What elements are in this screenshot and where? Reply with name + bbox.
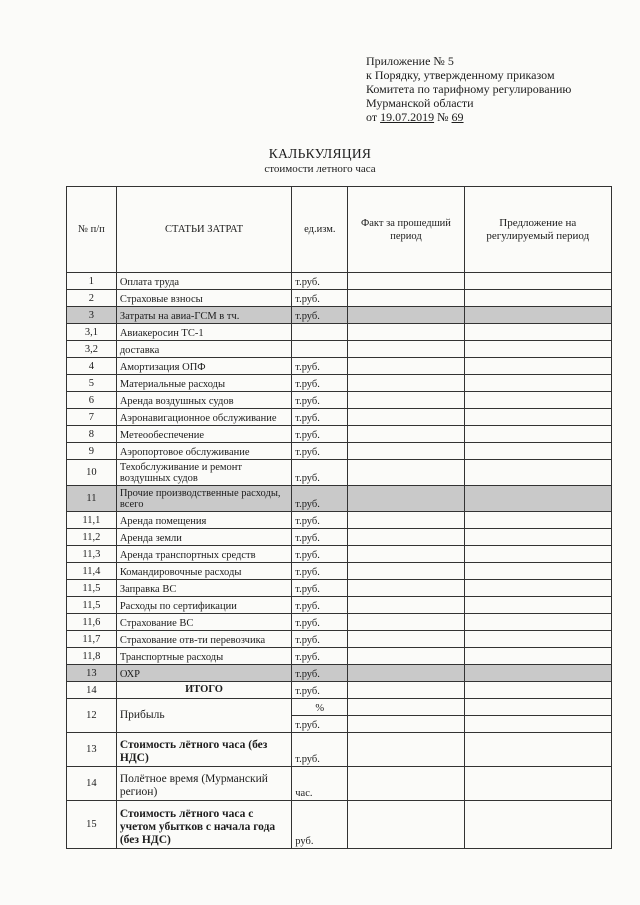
- total-label: ИТОГО: [116, 682, 291, 699]
- row-unit: т.руб.: [292, 273, 348, 290]
- table-row: [67, 563, 612, 580]
- proposal-cell[interactable]: [464, 580, 611, 597]
- table-row: [67, 665, 612, 682]
- proposal-cell[interactable]: [464, 699, 611, 716]
- fact-cell[interactable]: [348, 580, 464, 597]
- row-num: 8: [67, 426, 117, 443]
- table-row: [67, 614, 612, 631]
- row-num: 13: [67, 665, 117, 682]
- row-name: Полётное время (Мурманский регион): [116, 767, 291, 801]
- row-unit: т.руб.: [292, 580, 348, 597]
- row-unit: т.руб.: [292, 614, 348, 631]
- date-prefix: от: [366, 110, 381, 124]
- row-name: Аренда воздушных судов: [116, 392, 291, 409]
- proposal-cell[interactable]: [464, 648, 611, 665]
- row-num: 7: [67, 409, 117, 426]
- row-unit: т.руб.: [292, 392, 348, 409]
- row-num: 11,5: [67, 580, 117, 597]
- order-number: 69: [451, 110, 464, 124]
- fact-cell[interactable]: [348, 409, 464, 426]
- row-num: 15: [67, 801, 117, 849]
- table-row: [67, 375, 612, 392]
- row-name: Аэронавигационное обслуживание: [116, 409, 291, 426]
- row-num: 11,7: [67, 631, 117, 648]
- row-num: 11,6: [67, 614, 117, 631]
- proposal-cell[interactable]: [464, 733, 611, 767]
- proposal-cell[interactable]: [464, 392, 611, 409]
- row-name: Оплата труда: [116, 273, 291, 290]
- row-unit: т.руб.: [292, 665, 348, 682]
- row-unit: [292, 341, 348, 358]
- row-name: доставка: [116, 341, 291, 358]
- document-subtitle: стоимости летного часа: [264, 163, 376, 175]
- row-unit: %: [292, 699, 348, 716]
- proposal-cell[interactable]: [464, 307, 611, 324]
- row-unit: т.руб.: [292, 529, 348, 546]
- fact-cell[interactable]: [348, 597, 464, 614]
- proposal-cell[interactable]: [464, 512, 611, 529]
- row-name: Аренда земли: [116, 529, 291, 546]
- fact-cell[interactable]: [348, 341, 464, 358]
- proposal-cell[interactable]: [464, 682, 611, 699]
- proposal-cell[interactable]: [464, 409, 611, 426]
- row-name: Командировочные расходы: [116, 563, 291, 580]
- document-title: КАЛЬКУЛЯЦИЯ: [268, 146, 372, 161]
- table-row: [67, 801, 612, 849]
- row-unit: т.руб.: [292, 375, 348, 392]
- row-name: Стоимость лётного часа с учетом убытков с начала года (без НДС): [116, 801, 291, 849]
- row-num: 6: [67, 392, 117, 409]
- fact-cell[interactable]: [348, 486, 464, 512]
- row-name: Амортизация ОПФ: [116, 358, 291, 375]
- fact-cell[interactable]: [348, 392, 464, 409]
- fact-cell[interactable]: [348, 546, 464, 563]
- appendix-line-4: Мурманской области: [366, 96, 474, 110]
- cost-table: [66, 186, 612, 849]
- proposal-cell[interactable]: [464, 801, 611, 849]
- proposal-cell[interactable]: [464, 563, 611, 580]
- fact-cell[interactable]: [348, 375, 464, 392]
- row-name: Стоимость лётного часа (без НДС): [116, 733, 291, 767]
- row-name: Страховые взносы: [116, 290, 291, 307]
- table-row: [67, 307, 612, 324]
- proposal-cell[interactable]: [464, 716, 611, 733]
- row-name: Техобслуживание и ремонт воздушных судов: [116, 460, 291, 486]
- table-row: [67, 290, 612, 307]
- table-row: [67, 682, 612, 699]
- row-num: 11,8: [67, 648, 117, 665]
- table-row: [67, 443, 612, 460]
- row-unit: руб.: [292, 801, 348, 849]
- proposal-cell[interactable]: [464, 486, 611, 512]
- proposal-cell[interactable]: [464, 273, 611, 290]
- row-num: 11: [67, 486, 117, 512]
- proposal-cell[interactable]: [464, 426, 611, 443]
- number-prefix: №: [434, 110, 452, 124]
- row-unit: т.руб.: [292, 460, 348, 486]
- row-unit: т.руб.: [292, 733, 348, 767]
- proposal-cell[interactable]: [464, 767, 611, 801]
- row-num: 9: [67, 443, 117, 460]
- table-row: [67, 648, 612, 665]
- proposal-cell[interactable]: [464, 631, 611, 648]
- row-unit: [292, 324, 348, 341]
- row-name: ОХР: [116, 665, 291, 682]
- row-unit: т.руб.: [292, 486, 348, 512]
- fact-cell[interactable]: [348, 358, 464, 375]
- table-row: [67, 392, 612, 409]
- proposal-cell[interactable]: [464, 443, 611, 460]
- table-row: [67, 546, 612, 563]
- table-row: [67, 699, 612, 716]
- order-date: 19.07.2019: [380, 110, 435, 124]
- table-header-row: [67, 187, 612, 273]
- row-num: 3,2: [67, 341, 117, 358]
- fact-cell[interactable]: [348, 460, 464, 486]
- row-unit: т.руб.: [292, 682, 348, 699]
- fact-cell[interactable]: [348, 733, 464, 767]
- table-row: [67, 486, 612, 512]
- row-num: 11,1: [67, 512, 117, 529]
- appendix-header: [366, 54, 636, 124]
- row-name: Транспортные расходы: [116, 648, 291, 665]
- row-name: Материальные расходы: [116, 375, 291, 392]
- row-num: 14: [67, 682, 117, 699]
- row-name: Страхование отв-ти перевозчика: [116, 631, 291, 648]
- row-num: 11,5: [67, 597, 117, 614]
- fact-cell[interactable]: [348, 699, 464, 716]
- row-unit: т.руб.: [292, 290, 348, 307]
- row-unit: т.руб.: [292, 426, 348, 443]
- row-unit: т.руб.: [292, 546, 348, 563]
- table-row: [67, 426, 612, 443]
- row-unit: т.руб.: [292, 307, 348, 324]
- proposal-cell[interactable]: [464, 290, 611, 307]
- fact-cell[interactable]: [348, 443, 464, 460]
- fact-cell[interactable]: [348, 801, 464, 849]
- fact-cell[interactable]: [348, 682, 464, 699]
- row-name: Аренда помещения: [116, 512, 291, 529]
- row-num: 14: [67, 767, 117, 801]
- row-name: Страхование ВС: [116, 614, 291, 631]
- fact-cell[interactable]: [348, 716, 464, 733]
- fact-cell[interactable]: [348, 512, 464, 529]
- fact-cell[interactable]: [348, 767, 464, 801]
- row-num: 12: [67, 699, 117, 733]
- row-num: 1: [67, 273, 117, 290]
- row-name: Расходы по сертификации: [116, 597, 291, 614]
- row-unit: т.руб.: [292, 512, 348, 529]
- row-num: 5: [67, 375, 117, 392]
- proposal-cell[interactable]: [464, 375, 611, 392]
- row-name: Заправка ВС: [116, 580, 291, 597]
- row-unit: т.руб.: [292, 597, 348, 614]
- fact-cell[interactable]: [348, 648, 464, 665]
- row-unit: т.руб.: [292, 358, 348, 375]
- table-row: [67, 529, 612, 546]
- row-name: Метеообеспечение: [116, 426, 291, 443]
- row-unit: т.руб.: [292, 443, 348, 460]
- appendix-date-line: [366, 110, 636, 124]
- proposal-cell[interactable]: [464, 460, 611, 486]
- fact-cell[interactable]: [348, 665, 464, 682]
- appendix-line-3: Комитета по тарифному регулированию: [366, 82, 572, 96]
- row-name: Прочие производственные расходы, всего: [116, 486, 291, 512]
- appendix-line-2: к Порядку, утвержденному приказом: [366, 68, 555, 82]
- proposal-cell[interactable]: [464, 597, 611, 614]
- header-proposal: Предложение на регулируемый период: [464, 187, 611, 273]
- row-unit: т.руб.: [292, 648, 348, 665]
- table-row: [67, 324, 612, 341]
- row-num: 2: [67, 290, 117, 307]
- header-name: СТАТЬИ ЗАТРАТ: [116, 187, 291, 273]
- row-num: 4: [67, 358, 117, 375]
- proposal-cell[interactable]: [464, 665, 611, 682]
- table-row: [67, 409, 612, 426]
- appendix-line-1: Приложение № 5: [366, 54, 454, 68]
- proposal-cell[interactable]: [464, 341, 611, 358]
- proposal-cell[interactable]: [464, 546, 611, 563]
- row-unit: час.: [292, 767, 348, 801]
- row-num: 11,2: [67, 529, 117, 546]
- fact-cell[interactable]: [348, 426, 464, 443]
- table-row: [67, 358, 612, 375]
- row-num: 10: [67, 460, 117, 486]
- row-unit: т.руб.: [292, 716, 348, 733]
- header-num: № п/п: [67, 187, 117, 273]
- header-unit: ед.изм.: [292, 187, 348, 273]
- fact-cell[interactable]: [348, 324, 464, 341]
- row-unit: т.руб.: [292, 631, 348, 648]
- proposal-cell[interactable]: [464, 529, 611, 546]
- table-row: [67, 597, 612, 614]
- proposal-cell[interactable]: [464, 614, 611, 631]
- table-row: [67, 341, 612, 358]
- table-row: [67, 580, 612, 597]
- fact-cell[interactable]: [348, 307, 464, 324]
- proposal-cell[interactable]: [464, 358, 611, 375]
- title-block: [0, 146, 640, 176]
- header-fact: Факт за прошедший период: [348, 187, 464, 273]
- row-num: 11,4: [67, 563, 117, 580]
- row-name: Аренда транспортных средств: [116, 546, 291, 563]
- row-name: Авиакеросин ТС-1: [116, 324, 291, 341]
- row-num: 3,1: [67, 324, 117, 341]
- fact-cell[interactable]: [348, 273, 464, 290]
- fact-cell[interactable]: [348, 614, 464, 631]
- fact-cell[interactable]: [348, 529, 464, 546]
- table-row: [67, 460, 612, 486]
- table-row: [67, 273, 612, 290]
- row-name: Затраты на авиа-ГСМ в тч.: [116, 307, 291, 324]
- row-num: 13: [67, 733, 117, 767]
- table-row: [67, 512, 612, 529]
- fact-cell[interactable]: [348, 563, 464, 580]
- fact-cell[interactable]: [348, 631, 464, 648]
- proposal-cell[interactable]: [464, 324, 611, 341]
- row-unit: т.руб.: [292, 563, 348, 580]
- fact-cell[interactable]: [348, 290, 464, 307]
- row-name: Аэропортовое обслуживание: [116, 443, 291, 460]
- table-row: [67, 767, 612, 801]
- row-name: Прибыль: [116, 699, 291, 733]
- row-unit: т.руб.: [292, 409, 348, 426]
- row-num: 3: [67, 307, 117, 324]
- row-num: 11,3: [67, 546, 117, 563]
- table-row: [67, 631, 612, 648]
- table-row: [67, 733, 612, 767]
